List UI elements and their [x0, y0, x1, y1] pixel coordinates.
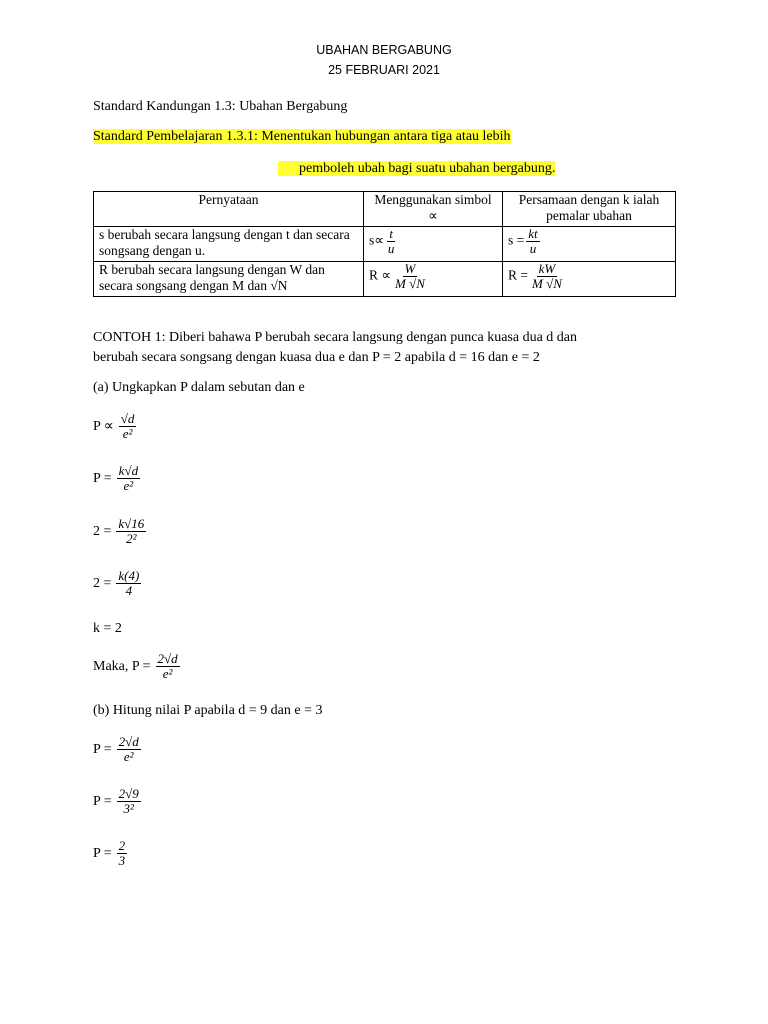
fraction-numerator: k(4) — [118, 568, 140, 583]
fraction-numerator: kW — [538, 261, 556, 276]
fraction — [393, 262, 427, 291]
table-row — [94, 262, 676, 297]
document-date: 25 FEBRUARI 2021 — [328, 63, 440, 77]
contoh-line2: berubah secara songsang dengan kuasa dua e dan P = 2 apabila d = 16 dan e = 2 — [93, 350, 540, 365]
equation-lhs: P ∝ — [93, 419, 114, 434]
fraction — [117, 735, 141, 764]
fraction — [526, 227, 539, 256]
fraction-denominator: u — [387, 241, 395, 256]
fraction — [119, 412, 137, 441]
fraction-numerator: kt — [528, 226, 538, 241]
fraction-numerator: 2√9 — [118, 786, 139, 801]
table-cell-symbol — [364, 262, 503, 297]
equation-lhs: P = — [93, 470, 112, 486]
fraction-denominator: e² — [122, 426, 133, 441]
fraction-numerator: t — [389, 226, 393, 241]
fraction-denominator: 3² — [123, 801, 134, 816]
equation-lhs: R = — [508, 267, 528, 283]
fraction-numerator: 2√d — [157, 651, 178, 666]
fraction — [156, 652, 180, 681]
fraction-numerator: √d — [120, 411, 135, 426]
equation-lhs: s = — [508, 232, 525, 248]
equation — [93, 839, 129, 868]
symbol-lhs: s∝ — [369, 232, 384, 248]
table-header: Menggunakan simbol ∝ — [364, 192, 503, 227]
fraction-denominator: 4 — [125, 583, 133, 598]
part-a-question: (a) Ungkapkan P dalam sebutan dan e — [93, 380, 305, 395]
highlight-text — [278, 161, 555, 176]
fraction — [117, 839, 128, 868]
fraction-denominator: 3 — [118, 853, 126, 868]
equation-lhs: P = — [93, 793, 112, 809]
highlight-text-content: pemboleh ubah bagi suatu ubahan bergabung. — [299, 161, 556, 176]
equation — [93, 517, 148, 546]
symbol-lhs: R ∝ — [369, 267, 392, 283]
fraction-denominator: e² — [123, 478, 134, 493]
table-cell-equation — [503, 227, 676, 262]
fraction — [116, 517, 146, 546]
part-b-question: (b) Hitung nilai P apabila d = 9 dan e = 3 — [93, 703, 323, 718]
table-cell-statement: R berubah secara langsung dengan W dan secara songsang dengan M dan √N — [94, 262, 364, 297]
equation — [93, 787, 143, 816]
fraction — [117, 787, 141, 816]
table-cell-equation — [503, 262, 676, 297]
fraction-numerator: 2 — [118, 838, 126, 853]
fraction — [386, 227, 397, 256]
equation-lhs: 2 = — [93, 523, 112, 539]
equation — [93, 412, 138, 441]
variation-table — [93, 191, 676, 297]
highlight-text: Standard Pembelajaran 1.3.1: Menentukan hubungan antara tiga atau lebih — [93, 129, 511, 144]
table-cell-statement: s berubah secara langsung dengan t dan secara songsang dengan u. — [94, 227, 364, 262]
table-header: Persamaan dengan k ialah pemalar ubahan — [503, 192, 676, 227]
fraction-denominator: M √N — [532, 276, 562, 291]
fraction-denominator: u — [529, 241, 537, 256]
fraction — [530, 262, 564, 291]
fraction-numerator: W — [404, 261, 416, 276]
table-row — [94, 227, 676, 262]
fraction-numerator: k√16 — [118, 516, 145, 531]
fraction-numerator: 2√d — [118, 734, 139, 749]
document-title: UBAHAN BERGABUNG — [316, 43, 452, 57]
equation — [93, 569, 143, 598]
equation — [93, 735, 143, 764]
table-cell-symbol — [364, 227, 503, 262]
standard-pembelajaran-line1 — [93, 129, 511, 145]
k-result: k = 2 — [93, 621, 122, 636]
equation — [93, 464, 142, 493]
fraction-denominator: M √N — [395, 276, 425, 291]
equation-lhs: 2 = — [93, 575, 112, 591]
fraction — [116, 569, 141, 598]
standard-pembelajaran-line2 — [278, 161, 555, 177]
standard-kandungan: Standard Kandungan 1.3: Ubahan Bergabung — [93, 99, 348, 114]
fraction-denominator: e² — [162, 666, 173, 681]
fraction — [117, 464, 140, 493]
equation-lhs: P = — [93, 741, 112, 757]
equation-lhs: P = — [93, 845, 112, 861]
fraction-denominator: 2² — [126, 531, 137, 546]
contoh-line1: CONTOH 1: Diberi bahawa P berubah secara langsung dengan punca kuasa dua d dan — [93, 330, 578, 345]
table-header: Pernyataan — [94, 192, 364, 227]
fraction-denominator: e² — [123, 749, 134, 764]
equation — [93, 652, 182, 681]
table-header-row — [94, 192, 676, 227]
equation-lhs: Maka, P = — [93, 658, 151, 674]
fraction-numerator: k√d — [118, 463, 139, 478]
